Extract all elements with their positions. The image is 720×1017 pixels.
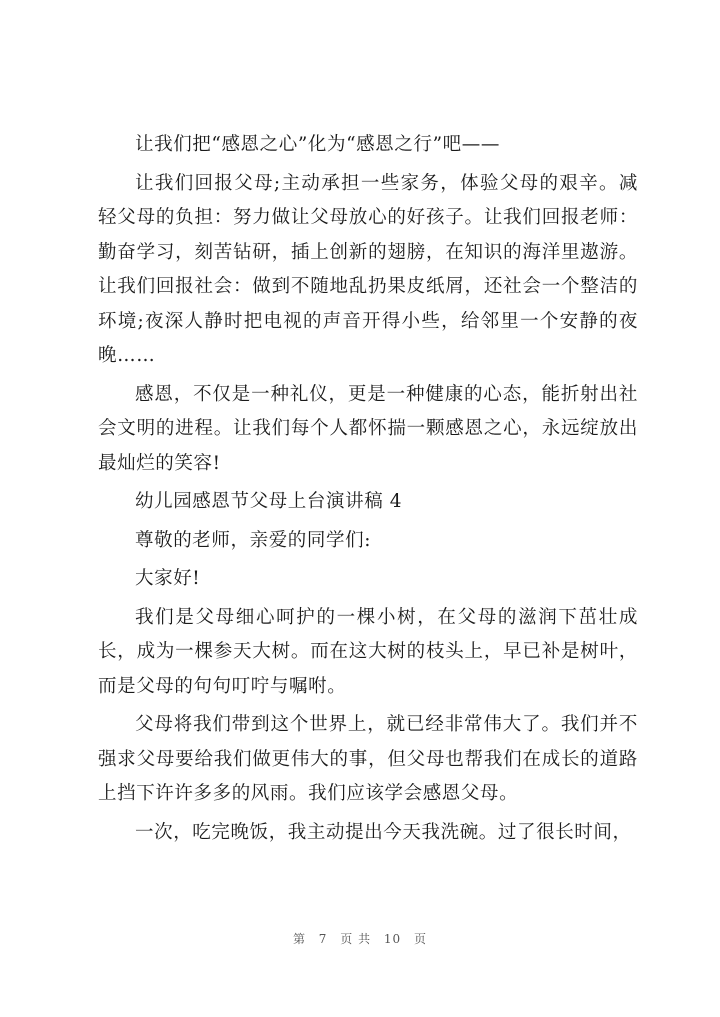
paragraph-repay: 让我们回报父母;主动承担一些家务，体验父母的艰辛。减轻父母的负担：努力做让父母放心的好孩子。让我们回报老师：勤奋学习，刻苦钻研，插上创新的翅膀，在知识的海洋里遨游。让我们回报社会：做到不随地乱扔果皮纸屑，还社会一个整洁的环境;夜深人静时把电视的声音开得小些，给邻里一个安静的夜晚……: [98, 172, 638, 366]
footer-prefix: 第: [292, 932, 306, 946]
greeting: 大家好!: [135, 568, 201, 589]
paragraph-tree: 我们是父母细心呵护的一棵小树，在父母的滋润下茁壮成长，成为一棵参天大树。而在这大树的枝头上，早已补是树叶，而是父母的句句叮咛与嘱咐。: [98, 606, 638, 697]
paragraph-parents: 父母将我们带到这个世界上，就已经非常伟大了。我们并不强求父母要给我们做更伟大的事，但父母也帮我们在成长的道路上挡下许许多多的风雨。我们应该学会感恩父母。: [98, 714, 638, 804]
footer-page-number: 7: [318, 932, 328, 946]
document-body: [98, 128, 638, 850]
footer-total-pages: 10: [383, 932, 402, 946]
page-footer: [0, 930, 720, 947]
paragraph-gratitude: 感恩，不仅是一种礼仪，更是一种健康的心态，能折射出社会文明的进程。让我们每个人都怀揣一颗感恩之心，永远绽放出最灿烂的笑容!: [98, 383, 638, 474]
footer-suffix: 页: [414, 932, 428, 946]
footer-middle: 页 共: [340, 932, 372, 946]
salutation: 尊敬的老师，亲爱的同学们:: [135, 529, 372, 551]
section-title: 幼儿园感恩节父母上台演讲稿 4: [135, 491, 403, 512]
paragraph-intro: 让我们把“感恩之心”化为“感恩之行”吧——: [135, 134, 500, 155]
paragraph-dishes: 一次，吃完晚饭，我主动提出今天我洗碗。过了很长时间，: [135, 821, 632, 843]
